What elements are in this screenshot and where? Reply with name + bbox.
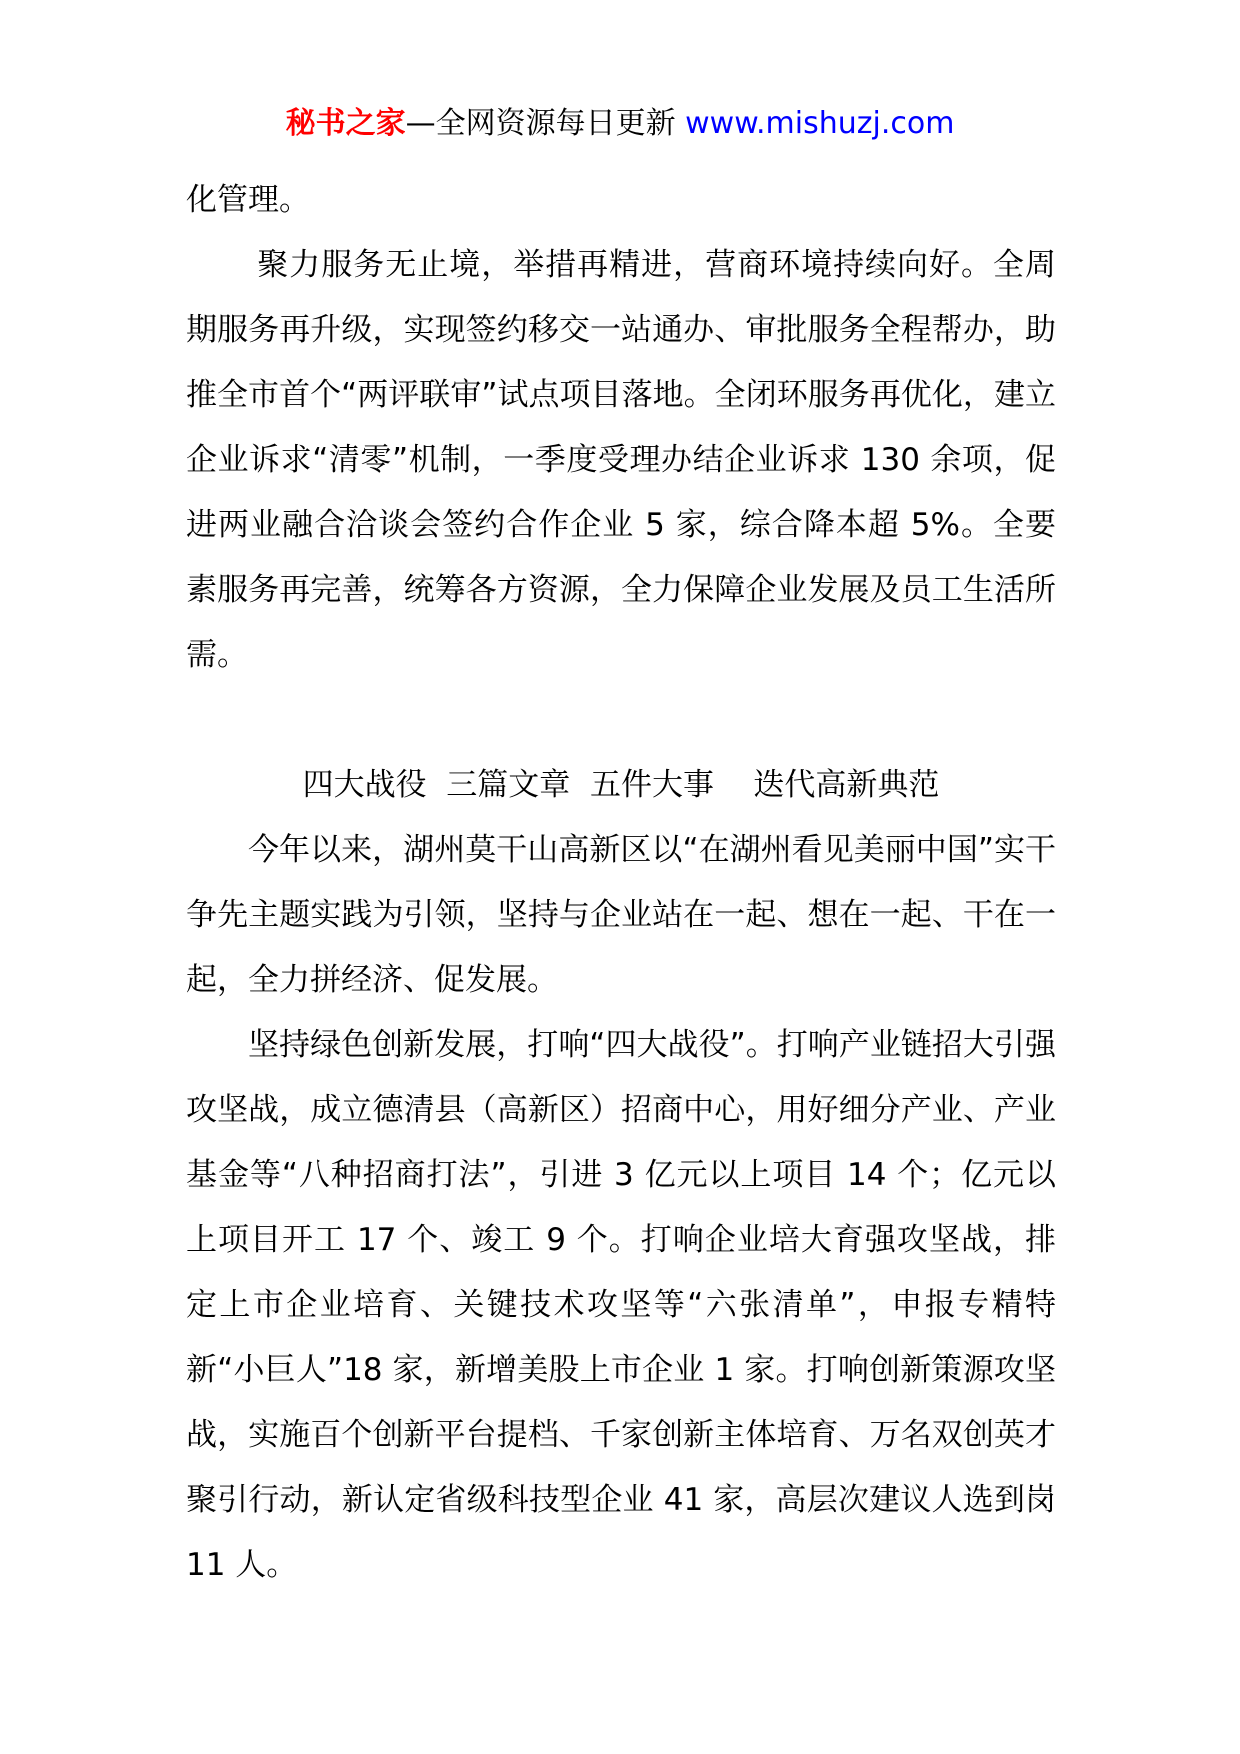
- section-title: 四大战役 三篇文章 五件大事 迭代高新典范: [302, 767, 940, 803]
- paragraph-continuation: 化管理。: [186, 182, 310, 218]
- paragraph-service: 聚力服务无止境，举措再精进，营商环境持续向好。全周期服务再升级，实现签约移交一站通办、审批服务全程帮办，助推全市首个“两评联审”试点项目落地。全闭环服务再优化，建立企业诉求“清零”机制，一季度受理办结企业诉求 130 余项，促进两业融合洽谈会签约合作企业 5 家，综合降本超 5%。全要素服务再完善，统筹各方资源，全力保障企业发展及员工生活所需。: [186, 247, 1056, 673]
- site-url-link[interactable]: www.mishuzj.com: [685, 106, 955, 141]
- document-body: [186, 168, 1056, 1598]
- paragraph-four-campaigns: 坚持绿色创新发展，打响“四大战役”。打响产业链招大引强攻坚战，成立德清县（高新区）招商中心，用好细分产业、产业基金等“八种招商打法”，引进 3 亿元以上项目 14 个；亿元以上项目开工 17 个、竣工 9 个。打响企业培大育强攻坚战，排定上市企业培育、关键技术攻坚等“六张清单”，申报专精特新“小巨人”18 家，新增美股上市企业 1 家。打响创新策源攻坚战，实施百个创新平台提档、千家创新主体培育、万名双创英才聚引行动，新认定省级科技型企业 41 家，高层次建议人选到岗 11 人。: [186, 1027, 1056, 1583]
- header-tagline: —全网资源每日更新: [405, 106, 676, 141]
- paragraph-intro: 今年以来，湖州莫干山高新区以“在湖州看见美丽中国”实干争先主题实践为引领，坚持与企业站在一起、想在一起、干在一起，全力拼经济、促发展。: [186, 832, 1056, 998]
- brand-name: 秘书之家: [285, 106, 406, 141]
- site-header: [0, 102, 1240, 146]
